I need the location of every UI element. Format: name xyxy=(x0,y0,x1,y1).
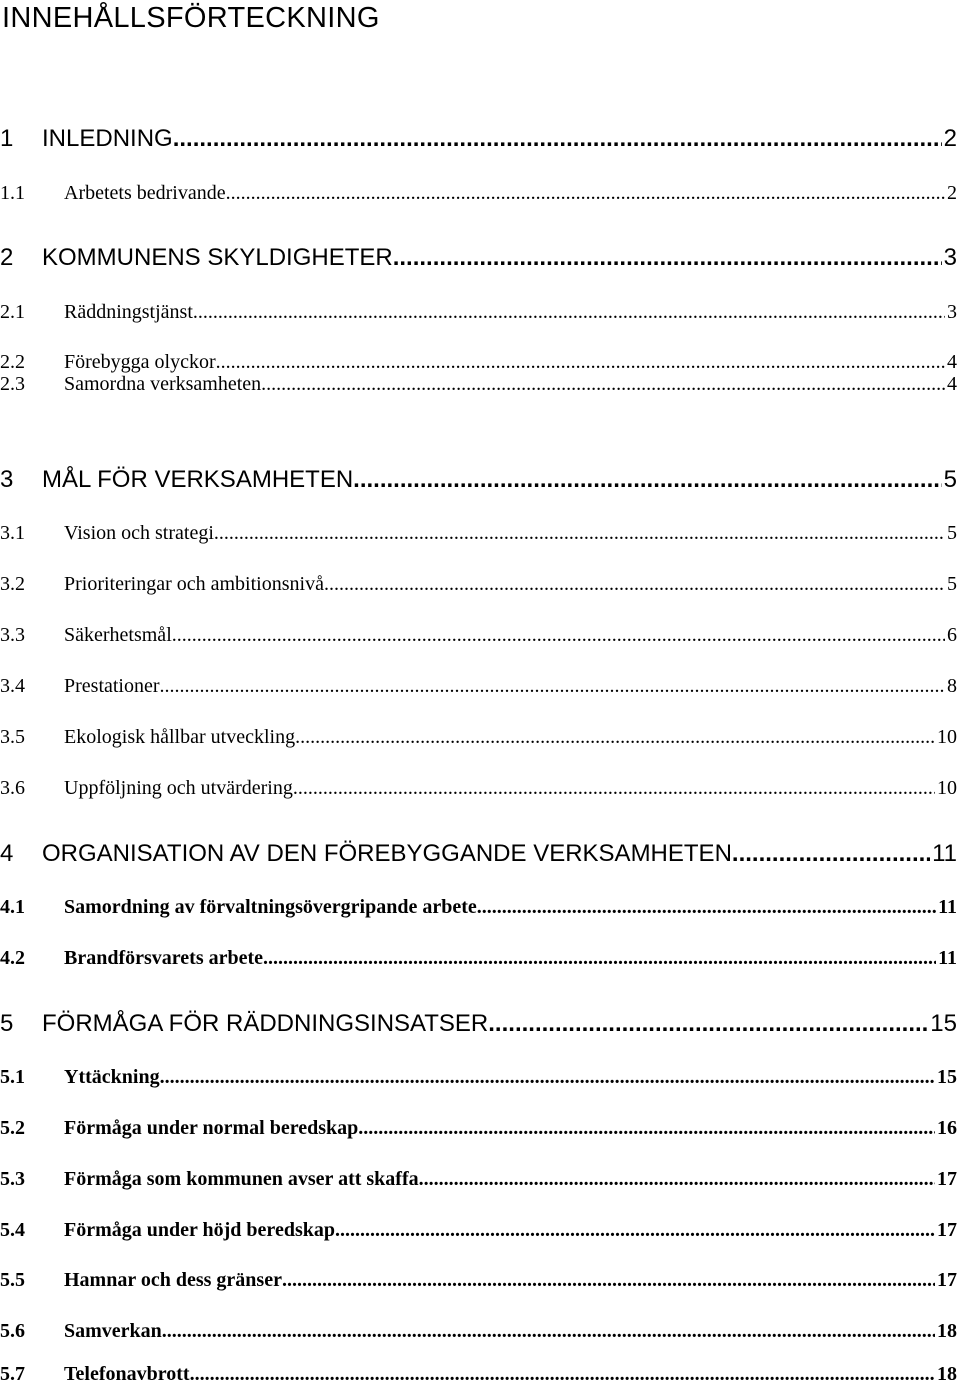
toc-page-number: 3 xyxy=(943,244,957,271)
toc-entry-sub[interactable] xyxy=(0,1269,957,1295)
toc-title: MÅL FÖR VERKSAMHETEN xyxy=(42,466,354,493)
toc-title: Samordna verksamheten xyxy=(64,373,262,395)
toc-title: ORGANISATION AV DEN FÖREBYGGANDE VERKSAMHETEN xyxy=(42,840,732,867)
toc-entry-sub[interactable] xyxy=(0,1219,957,1245)
dot-leader xyxy=(282,1269,935,1292)
dot-leader xyxy=(393,244,942,272)
toc-title: Förmåga under normal beredskap xyxy=(64,1117,359,1139)
toc-number: 5.2 xyxy=(0,1117,25,1139)
dot-leader xyxy=(358,1117,935,1140)
toc-number: 4.1 xyxy=(0,896,25,918)
dot-leader xyxy=(293,777,935,800)
dot-leader xyxy=(263,947,936,970)
dot-leader xyxy=(353,466,941,494)
toc-title: KOMMUNENS SKYLDIGHETER xyxy=(42,244,393,271)
toc-page-number: 15 xyxy=(930,1010,957,1037)
toc-page-number: 2 xyxy=(943,125,957,152)
toc-number: 4 xyxy=(0,840,14,867)
toc-title: Hamnar och dess gränser xyxy=(64,1269,282,1291)
toc-entry-main[interactable] xyxy=(0,1010,957,1040)
toc-title: Telefonavbrott xyxy=(64,1363,190,1385)
dot-leader xyxy=(172,624,945,647)
toc-title: Vision och strategi xyxy=(64,522,214,544)
toc-entry-sub[interactable] xyxy=(0,1363,957,1389)
toc-number: 2.1 xyxy=(0,301,25,323)
dot-leader xyxy=(193,301,945,324)
toc-number: 3.3 xyxy=(0,624,25,646)
toc-number: 5.4 xyxy=(0,1219,25,1241)
toc-title: Uppföljning och utvärdering xyxy=(64,777,293,799)
toc-page-number: 18 xyxy=(937,1363,957,1385)
dot-leader xyxy=(162,1320,935,1343)
toc-entry-main[interactable] xyxy=(0,840,957,870)
toc-number: 2.2 xyxy=(0,351,25,373)
toc-number: 5.5 xyxy=(0,1269,25,1291)
toc-number: 2.3 xyxy=(0,373,25,395)
toc-number: 3.4 xyxy=(0,675,25,697)
toc-entry-sub[interactable] xyxy=(0,373,957,399)
toc-title: Säkerhetsmål xyxy=(64,624,172,646)
toc-title: Samordning av förvaltningsövergripande arbete xyxy=(64,896,477,918)
toc-entry-sub[interactable] xyxy=(0,1066,957,1092)
dot-leader xyxy=(160,1066,935,1089)
toc-page-number: 17 xyxy=(937,1168,957,1190)
toc-title: INLEDNING xyxy=(42,125,173,152)
toc-title: Förebygga olyckor xyxy=(64,351,216,373)
toc-entry-sub[interactable] xyxy=(0,675,957,701)
toc-page-number: 18 xyxy=(937,1320,957,1342)
toc-title: Samverkan xyxy=(64,1320,162,1342)
toc-title: FÖRMÅGA FÖR RÄDDNINGSINSATSER xyxy=(42,1010,489,1037)
toc-entry-sub[interactable] xyxy=(0,1168,957,1194)
toc-page-number: 17 xyxy=(937,1219,957,1241)
toc-page-number: 6 xyxy=(947,624,957,646)
dot-leader xyxy=(324,573,945,596)
toc-number: 5.3 xyxy=(0,1168,25,1190)
dot-leader xyxy=(732,840,930,868)
dot-leader xyxy=(295,726,935,749)
toc-entry-sub[interactable] xyxy=(0,896,957,922)
toc-entry-sub[interactable] xyxy=(0,182,957,208)
toc-entry-sub[interactable] xyxy=(0,1117,957,1143)
toc-page-number: 5 xyxy=(947,573,957,595)
toc-number: 3.2 xyxy=(0,573,25,595)
toc-number: 5.1 xyxy=(0,1066,25,1088)
toc-page-number: 11 xyxy=(932,840,957,867)
toc-number: 3.6 xyxy=(0,777,25,799)
toc-title: Prioriteringar och ambitionsnivå xyxy=(64,573,324,595)
dot-leader xyxy=(488,1010,928,1038)
toc-page-number: 2 xyxy=(947,182,957,204)
toc-entry-main[interactable] xyxy=(0,244,957,274)
toc-page-number: 11 xyxy=(938,947,957,969)
dot-leader xyxy=(335,1219,935,1242)
toc-number: 5.6 xyxy=(0,1320,25,1342)
toc-entry-sub[interactable] xyxy=(0,1320,957,1346)
toc-entry-sub[interactable] xyxy=(0,777,957,803)
toc-number: 1 xyxy=(0,125,14,152)
toc-page-number: 4 xyxy=(947,373,957,395)
dot-leader xyxy=(216,351,945,374)
toc-entry-main[interactable] xyxy=(0,125,957,155)
toc-page-number: 17 xyxy=(937,1269,957,1291)
toc-number: 2 xyxy=(0,244,14,271)
toc-number: 1.1 xyxy=(0,182,25,204)
toc-title: Förmåga som kommunen avser att skaffa xyxy=(64,1168,419,1190)
toc-entry-sub[interactable] xyxy=(0,947,957,973)
toc-number: 4.2 xyxy=(0,947,25,969)
dot-leader xyxy=(214,522,945,545)
toc-title: Förmåga under höjd beredskap xyxy=(64,1219,335,1241)
toc-entry-main[interactable] xyxy=(0,466,957,496)
dot-leader xyxy=(419,1168,935,1191)
toc-number: 3.1 xyxy=(0,522,25,544)
toc-page-number: 3 xyxy=(947,301,957,323)
toc-title: Arbetets bedrivande xyxy=(64,182,226,204)
toc-page-number: 8 xyxy=(947,675,957,697)
toc-number: 3.5 xyxy=(0,726,25,748)
toc-page-number: 5 xyxy=(943,466,957,493)
toc-number: 5.7 xyxy=(0,1363,25,1385)
toc-page-number: 15 xyxy=(937,1066,957,1088)
toc-title: Yttäckning xyxy=(64,1066,160,1088)
toc-entry-sub[interactable] xyxy=(0,573,957,599)
toc-page-number: 10 xyxy=(937,777,957,799)
toc-page-number: 10 xyxy=(937,726,957,748)
dot-leader xyxy=(477,896,936,919)
toc-number: 5 xyxy=(0,1010,14,1037)
dot-leader xyxy=(190,1363,935,1386)
toc-title: Brandförsvarets arbete xyxy=(64,947,264,969)
dot-leader xyxy=(261,373,945,396)
dot-leader xyxy=(173,125,942,153)
toc-title: Prestationer xyxy=(64,675,160,697)
toc-title: Ekologisk hållbar utveckling xyxy=(64,726,296,748)
toc-page-number: 11 xyxy=(938,896,957,918)
toc-entry-sub[interactable] xyxy=(0,624,957,650)
dot-leader xyxy=(226,182,945,205)
dot-leader xyxy=(160,675,945,698)
toc-entry-sub[interactable] xyxy=(0,301,957,327)
toc-title: Räddningstjänst xyxy=(64,301,193,323)
toc-entry-sub[interactable] xyxy=(0,726,957,752)
page-title: INNEHÅLLSFÖRTECKNING xyxy=(2,2,380,34)
toc-number: 3 xyxy=(0,466,14,493)
toc-page-number: 5 xyxy=(947,522,957,544)
toc-entry-sub[interactable] xyxy=(0,522,957,548)
toc-page-number: 4 xyxy=(947,351,957,373)
toc-page-number: 16 xyxy=(937,1117,957,1139)
